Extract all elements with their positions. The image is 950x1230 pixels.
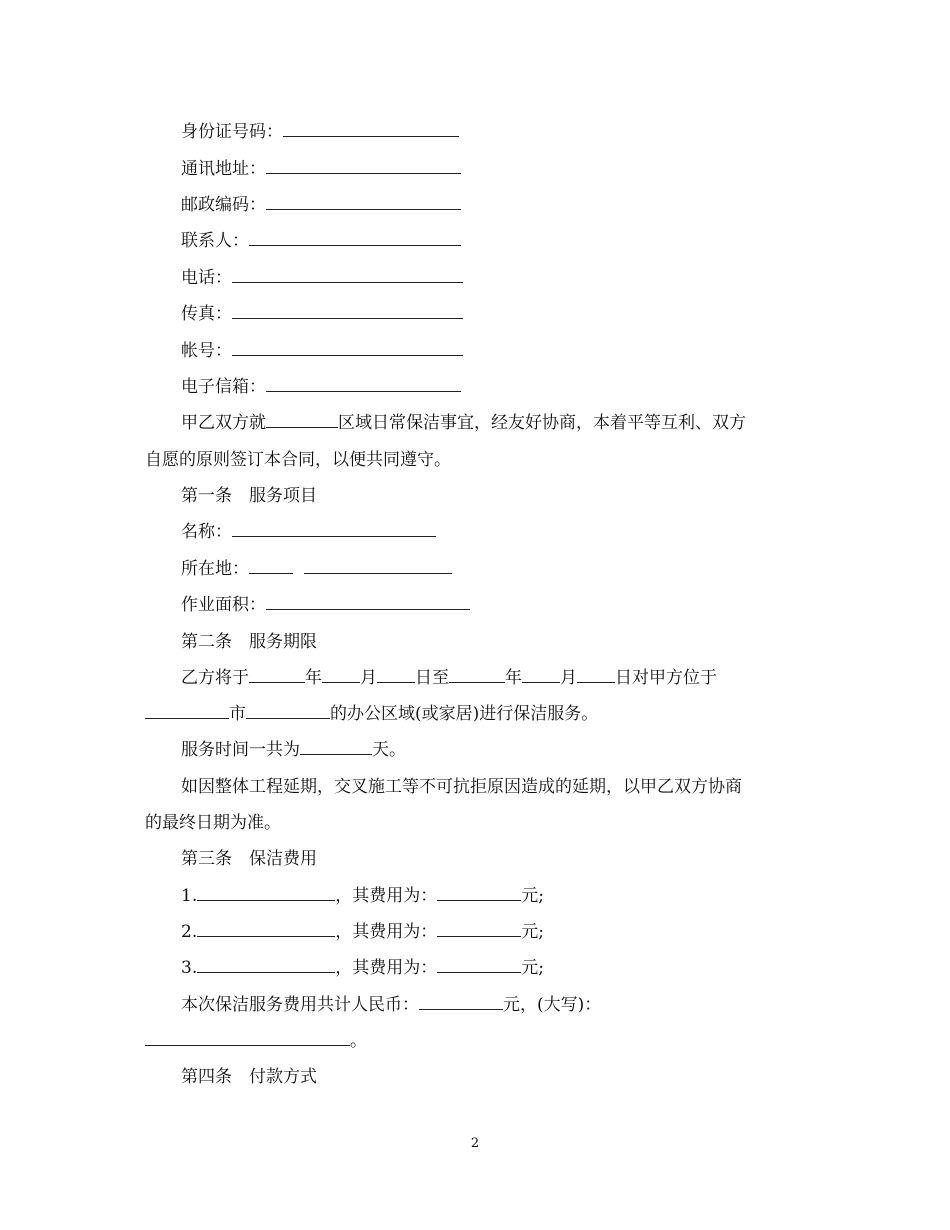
field-label: 所在地： xyxy=(181,559,249,579)
office-text: 的办公区域(或家居)进行保洁服务。 xyxy=(330,704,599,724)
blank-line xyxy=(246,703,330,719)
email-field xyxy=(181,376,461,398)
service-period-line xyxy=(181,667,717,689)
fax-field xyxy=(181,303,463,325)
blank-line xyxy=(232,340,463,356)
month-text: 月 xyxy=(560,668,577,688)
intro-text: 自愿的原则签订本合同，以便共同遵守。 xyxy=(145,450,451,470)
month-text: 月 xyxy=(360,668,377,688)
field-label: 身份证号码： xyxy=(181,122,283,142)
year-text: 年 xyxy=(305,668,322,688)
blank-line xyxy=(232,303,463,319)
field-label: 传真： xyxy=(181,304,232,324)
delay-clause-line-1: 如因整体工程延期，交叉施工等不可抗拒原因造成的延期，以甲乙双方协商 xyxy=(181,777,742,797)
fee-number: 3. xyxy=(181,958,198,978)
id-number-field xyxy=(181,121,459,143)
article-2-title: 第二条 服务期限 xyxy=(181,632,317,652)
blank-line xyxy=(437,921,521,937)
blank-line xyxy=(145,1030,350,1046)
intro-line-2 xyxy=(145,449,451,471)
field-label: 作业面积： xyxy=(181,595,266,615)
year-text: 年 xyxy=(505,668,522,688)
fee-unit: 元; xyxy=(521,886,544,906)
page-number: 2 xyxy=(470,1136,480,1151)
field-label: 通讯地址： xyxy=(181,159,266,179)
field-label: 名称： xyxy=(181,522,232,542)
duration-text: 天。 xyxy=(372,740,406,760)
blank-line xyxy=(249,230,461,246)
blank-line xyxy=(419,994,503,1010)
intro-text: 区域日常保洁事宜，经友好协商，本着平等互利、双方 xyxy=(338,413,746,433)
fee-item xyxy=(181,885,544,907)
fee-text: ，其费用为： xyxy=(335,886,438,906)
postal-code-field xyxy=(181,194,461,216)
field-label: 联系人： xyxy=(181,231,249,251)
total-text: 本次保洁服务费用共计人民币： xyxy=(181,995,419,1015)
blank-line xyxy=(449,667,505,683)
phone-field xyxy=(181,267,463,289)
article-3-title: 第三条 保洁费用 xyxy=(181,849,317,869)
field-label: 电话： xyxy=(181,268,232,288)
blank-line xyxy=(304,558,452,574)
blank-line xyxy=(377,667,415,683)
blank-line xyxy=(322,667,360,683)
fee-text: ，其费用为： xyxy=(335,958,438,978)
blank-line xyxy=(577,667,615,683)
intro-text: 甲乙双方就 xyxy=(181,413,266,433)
intro-line-1 xyxy=(181,412,746,434)
fee-unit: 元; xyxy=(521,958,544,978)
duration-text: 服务时间一共为 xyxy=(181,740,300,760)
blank-line xyxy=(249,667,305,683)
field-label: 邮政编码： xyxy=(181,195,266,215)
blank-line xyxy=(197,921,335,937)
account-field xyxy=(181,340,463,362)
field-label: 帐号： xyxy=(181,341,232,361)
fee-item xyxy=(181,921,544,943)
fee-text: ，其费用为： xyxy=(335,922,438,942)
article-4-title: 第四条 付款方式 xyxy=(181,1067,317,1087)
blank-line xyxy=(266,594,470,610)
blank-line xyxy=(266,412,338,428)
day-text: 日至 xyxy=(415,668,449,688)
contact-field xyxy=(181,230,461,252)
fee-number: 2. xyxy=(181,922,198,942)
city-text: 市 xyxy=(229,704,246,724)
service-name-field xyxy=(181,521,436,543)
period-mark: 。 xyxy=(350,1031,367,1051)
blank-line xyxy=(266,158,461,174)
fee-total-line xyxy=(181,994,601,1016)
blank-line xyxy=(232,267,463,283)
blank-line xyxy=(197,957,335,973)
blank-line xyxy=(197,885,335,901)
service-location-line xyxy=(145,703,598,725)
day-text: 日对甲方位于 xyxy=(615,668,717,688)
blank-line xyxy=(437,885,521,901)
fee-unit: 元; xyxy=(521,922,544,942)
blank-line xyxy=(145,703,229,719)
blank-line xyxy=(283,121,459,137)
period-text: 乙方将于 xyxy=(181,668,249,688)
field-label: 电子信箱： xyxy=(181,377,266,397)
service-duration-line xyxy=(181,739,406,761)
blank-line xyxy=(300,739,372,755)
work-area-field xyxy=(181,594,470,616)
article-1-title: 第一条 服务项目 xyxy=(181,486,317,506)
address-field xyxy=(181,158,461,180)
blank-line xyxy=(249,558,293,574)
blank-line xyxy=(522,667,560,683)
blank-line xyxy=(437,957,521,973)
blank-line xyxy=(266,194,461,210)
fee-number: 1. xyxy=(181,886,198,906)
total-text: 元，(大写)： xyxy=(503,995,602,1015)
blank-line xyxy=(232,521,436,537)
fee-total-capital-line xyxy=(145,1030,367,1052)
delay-clause-line-2: 的最终日期为准。 xyxy=(145,813,281,833)
blank-line xyxy=(266,376,461,392)
fee-item xyxy=(181,957,544,979)
location-field xyxy=(181,558,452,580)
